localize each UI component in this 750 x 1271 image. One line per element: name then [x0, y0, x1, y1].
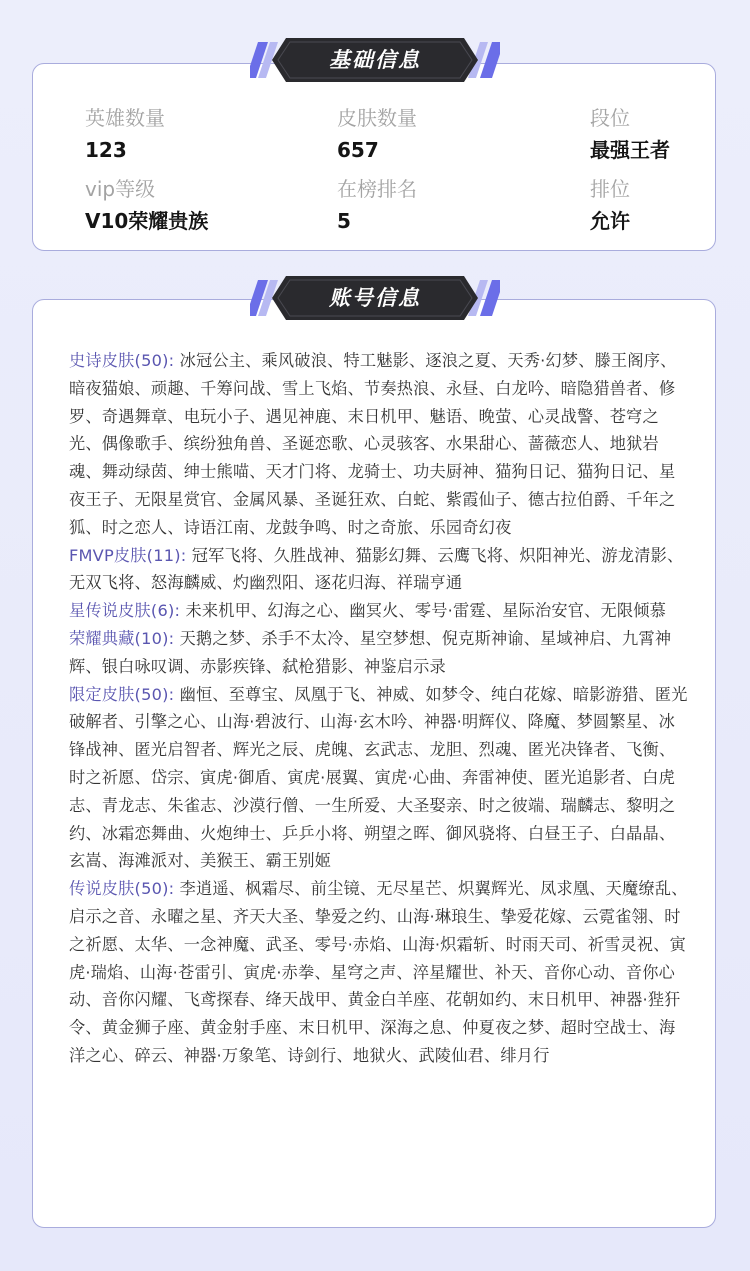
skin-items: 天鹅之梦、杀手不太冷、星空梦想、倪克斯神谕、星域神启、九霄神辉、银白咏叹调、赤影疾锋、弑枪猎影、神鉴启示录	[69, 628, 672, 676]
stat-value: 5	[337, 209, 351, 233]
stat-hero-count	[85, 106, 165, 162]
skin-category-label: 星传说皮肤(6):	[69, 601, 181, 621]
skin-group-epic	[69, 347, 691, 542]
skin-group-legend	[69, 875, 691, 1070]
skin-items: 李逍遥、枫霜尽、前尘镜、无尽星芒、炽翼辉光、凤求凰、天魔缭乱、启示之音、永曜之星、齐天大圣、挚爱之约、山海·琳琅生、挚爱花嫁、云霓雀翎、时之祈愿、太华、一念神魔、武圣、零号·赤焰、山海·炽霜斩、时雨天司、祈雪灵祝、寅虎·瑞焰、山海·苍雷引、寅虎·赤拳、星穹之声、淬星耀世、补天、音你心动、音你心动、音你闪耀、飞鸢探春、绛天战甲、黄金白羊座、花朝如约、末日机甲、神器·狴犴令、黄金狮子座、黄金射手座、末日机甲、深海之息、仲夏夜之梦、超时空战士、海洋之心、碎云、神器·万象笔、诗剑行、地狱火、武陵仙君、绯月行	[69, 879, 688, 1065]
section-title-basic: 基础信息	[329, 48, 421, 72]
stat-label: 皮肤数量	[337, 106, 417, 130]
section-banner-account	[250, 276, 500, 320]
stat-value: 允许	[590, 209, 630, 233]
skin-items: 冰冠公主、乘风破浪、特工魅影、逐浪之夏、天秀·幻梦、滕王阁序、暗夜猫娘、顽趣、千筹问战、雪上飞焰、节奏热浪、永昼、白龙吟、暗隐猎兽者、修罗、奇遇舞章、电玩小子、遇见神鹿、末日机甲、魅语、晚萤、心灵战警、苍穹之光、偶像歌手、缤纷独角兽、圣诞恋歌、心灵骇客、水果甜心、蔷薇恋人、地狱岩魂、舞动绿茵、绅士熊喵、天才门将、龙骑士、功夫厨神、猫狗日记、猫狗日记、星夜王子、无限星赏官、金属风暴、圣诞狂欢、白蛇、紫霞仙子、德古拉伯爵、千年之狐、时之恋人、诗语江南、龙鼓争鸣、时之奇旅、乐园奇幻夜	[69, 351, 677, 537]
account-info-card	[32, 299, 716, 1228]
stat-ranked-play	[590, 177, 630, 233]
section-title-account: 账号信息	[329, 286, 421, 310]
stat-label: 段位	[590, 106, 630, 130]
skin-items: 冠军飞将、久胜战神、猫影幻舞、云鹰飞将、炽阳神光、游龙清影、无双飞将、怒海麟威、灼幽烈阳、逐花归海、祥瑞亨通	[69, 545, 684, 593]
stat-label: 英雄数量	[85, 106, 165, 130]
section-banner-basic	[250, 38, 500, 82]
stat-rank-tier	[590, 106, 670, 162]
skin-category-label: 传说皮肤(50):	[69, 879, 175, 899]
skin-list	[69, 347, 691, 1070]
skin-group-glory-collection	[69, 625, 691, 681]
skin-items: 未来机甲、幻海之心、幽冥火、零号·雷霆、星际治安官、无限倾慕	[185, 601, 667, 621]
skin-category-label: 荣耀典藏(10):	[69, 628, 175, 648]
stat-label: 在榜排名	[337, 177, 417, 201]
stat-value: 最强王者	[590, 138, 670, 162]
stat-value: V10荣耀贵族	[85, 209, 209, 233]
stat-vip-level	[85, 177, 208, 233]
skin-items: 幽恒、至尊宝、凤凰于飞、神威、如梦令、纯白花嫁、暗影游猎、匿光破解者、引擎之心、山海·碧波行、山海·玄木吟、神器·明辉仪、降魔、梦圆繁星、冰锋战神、匿光启智者、辉光之辰、虎魄、玄武志、龙胆、烈魂、匿光决锋者、飞衡、时之祈愿、岱宗、寅虎·御盾、寅虎·展翼、寅虎·心曲、奔雷神使、匿光追影者、白虎志、青龙志、朱雀志、沙漠行僧、一生所爱、大圣娶亲、时之彼端、瑞麟志、黎明之约、冰霜恋舞曲、火炮绅士、乒乒小将、朔望之晖、御风骁将、白昼王子、白晶晶、玄嵩、海滩派对、美猴王、霸王别姬	[69, 684, 688, 871]
stat-label: 排位	[590, 177, 630, 201]
skin-group-star-legend	[69, 597, 691, 625]
skin-group-fmvp	[69, 542, 691, 598]
stat-leaderboard-rank	[337, 177, 417, 233]
skin-category-label: 限定皮肤(50):	[69, 684, 175, 704]
basic-info-card	[32, 63, 716, 251]
stat-value: 657	[337, 138, 379, 162]
stat-value: 123	[85, 138, 127, 162]
stat-label: vip等级	[85, 177, 156, 201]
skin-category-label: 史诗皮肤(50):	[69, 351, 175, 370]
skin-group-limited	[69, 681, 691, 876]
skin-category-label: FMVP皮肤(11):	[69, 545, 187, 565]
stat-skin-count	[337, 106, 417, 162]
